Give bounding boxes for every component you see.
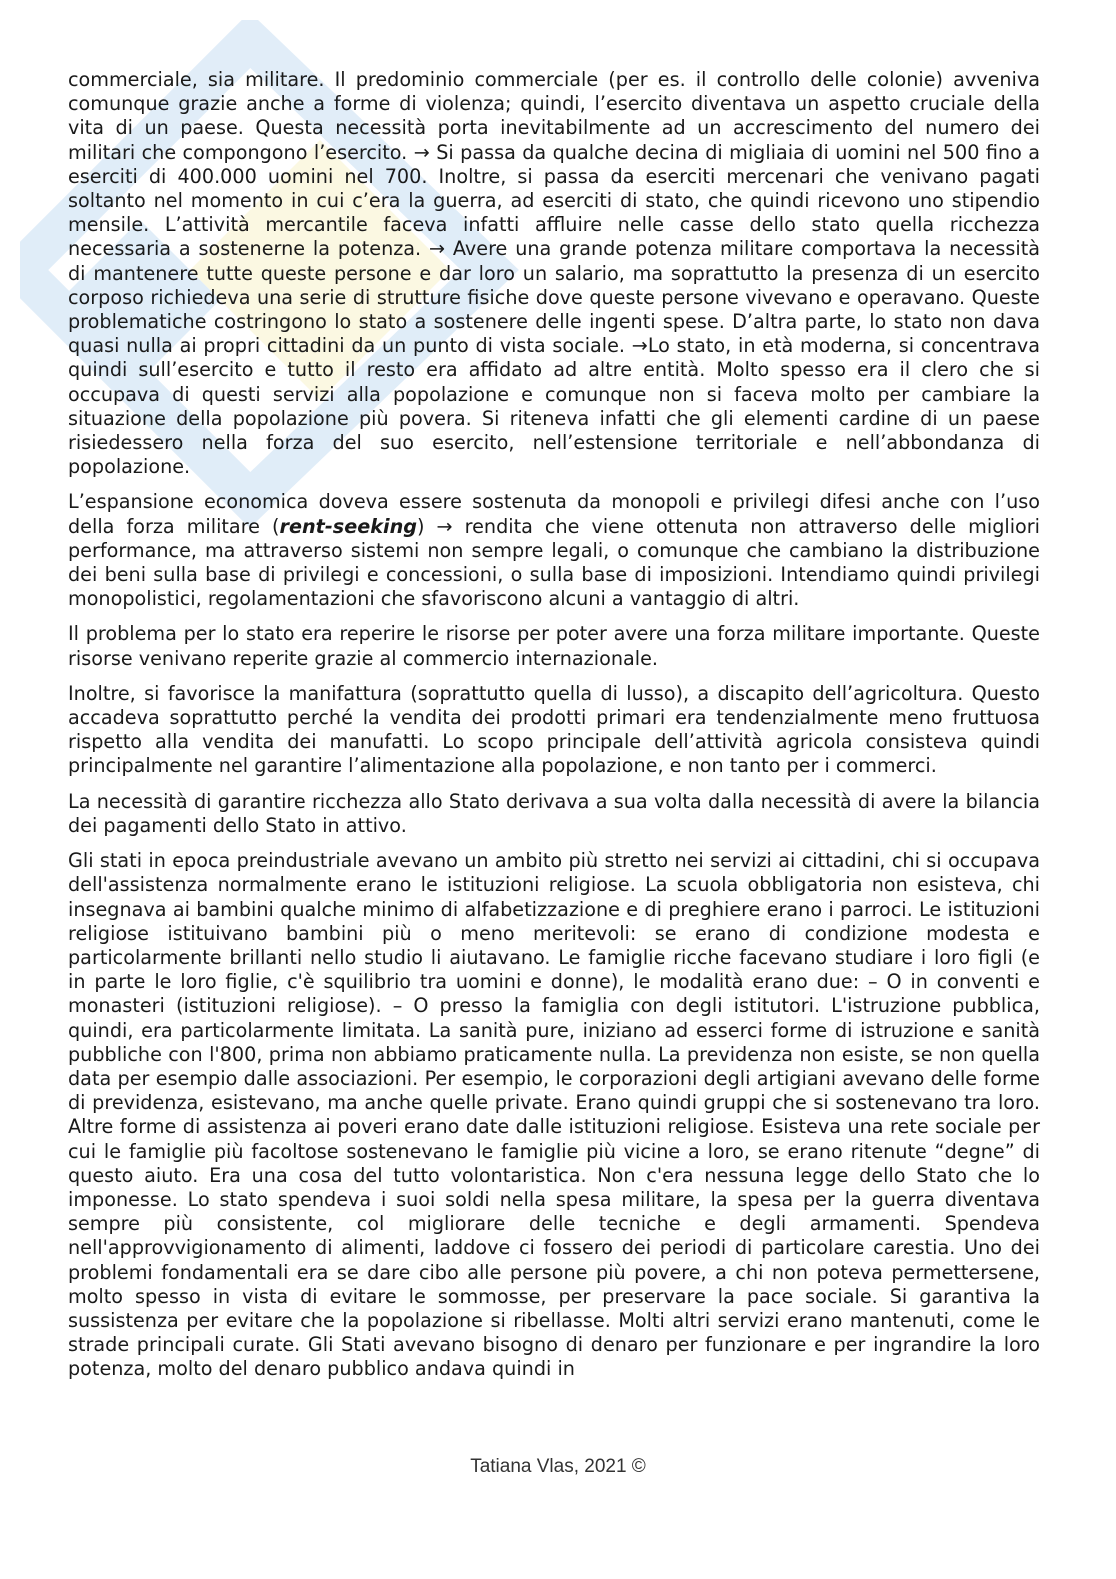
paragraph-text: commerciale, sia militare. Il predominio commerciale (per es. il controllo delle colonie) avveniva comunque grazie anche a forme di violenza; quindi, l’esercito diventava un aspetto cruciale della vita di un paese. Questa necessità porta inevitabilmente ad un accrescimento del numero dei militari che compongono l’esercito. → Si passa da qualche decina di migliaia di uomini nel 500 fino a eserciti di 400.000 uomini nel 700. Inoltre, si passa da eserciti mercenari che venivano pagati soltanto nel momento in cui c’era la guerra, ad eserciti di stato, che quindi ricevono uno stipendio mensile. L’attività mercantile faceva infatti affluire nelle casse dello stato quella ricchezza necessaria a sostenerne la potenza. → Avere una grande potenza militare comportava la necessità di mantenere tutte queste persone e dar loro un salario, ma soprattutto la presenza di un esercito corposo richiedeva una serie di strutture fisiche dove queste persone vivevano e operavano. Queste problematiche costringono lo stato a sostenere delle ingenti spese. D’altra parte, lo stato non dava quasi nulla ai propri cittadini da un punto di vista sociale. →Lo stato, in età moderna, si concentrava quindi sull’esercito e tutto il resto era affidato ad altre entità. Molto spesso era il clero che si occupava di questi servizi alla popolazione e comunque non si faceva molto per cambiare la situazione della popolazione più povera. Si riteneva infatti che gli elementi cardine di un paese risiedessero nella forza del suo esercito, nell’estensione territoriale e nell’abbondanza di popolazione. [68, 68, 1040, 479]
paragraph-text: Inoltre, si favorisce la manifattura (soprattutto quella di lusso), a discapito dell’agricoltura. Questo accadeva soprattutto perché la vendita dei prodotti primari era tendenzialmente meno fruttuosa rispetto alla vendita dei manufatti. Lo scopo principale dell’attività agricola consisteva quindi principalmente nel garantire l’alimentazione alla popolazione, e non tanto per i commerci. [68, 681, 1040, 778]
paragraph-text: Gli stati in epoca preindustriale avevano un ambito più stretto nei servizi ai cittadini, chi si occupava dell'assistenza normalmente erano le istituzioni religiose. La scuola obbligatoria non esisteva, chi insegnava ai bambini qualche minimo di alfabetizzazione e di preghiere erano i parroci. Le istituzioni religiose istituivano bambini più o meno meritevoli: se erano di condizione modesta e particolarmente brillanti nello studio li aiutavano. Le famiglie ricche facevano studiare i loro figli (e in parte le loro figlie, c'è squilibrio tra uomini e donne), le modalità erano due: – O in conventi e monasteri (istituzioni religiose). – O presso la famiglia con degli istitutori. L'istruzione pubblica, quindi, era particolarmente limitata. La sanità pure, iniziano ad esserci forme di istruzione e sanità pubbliche con l'800, prima non abbiamo praticamente nulla. La previdenza non esiste, se non quella data per esempio dalle associazioni. Per esempio, le corporazioni degli artigiani avevano delle forme di previdenza, esistevano, ma anche quelle private. Erano quindi gruppi che si sostenevano tra loro. Altre forme di assistenza ai poveri erano date dalle istituzioni religiose. Esisteva una rete sociale per cui le famiglie più facoltose sostenevano le famiglie più vicine a loro, se erano ritenute “degne” di questo aiuto. Era una cosa del tutto volontaristica. Non c'era nessuna legge dello Stato che lo imponesse. Lo stato spendeva i suoi soldi nella spesa militare, la spesa per la guerra diventava sempre più consistente, col migliorare delle tecniche e degli armamenti. Spendeva nell'approvvigionamento di alimenti, laddove ci fossero dei periodi di particolare carestia. Uno dei problemi fondamentali era se dare cibo alle persone più povere, a chi non poteva permettersene, molto spesso in vista di evitare le sommosse, per preservare la pace sociale. Si garantiva la sussistenza per evitare che la popolazione si ribellasse. Molti altri servizi erano mantenuti, come le strade principali curate. Gli Stati avevano bisogno di denaro per funzionare e per ingrandire la loro potenza, molto del denaro pubblico andava quindi in [68, 849, 1040, 1381]
paragraph-2 [68, 490, 1040, 611]
paragraph-1 [68, 68, 1040, 479]
document-body [68, 68, 1040, 1393]
page-footer: Tatiana Vlas, 2021 © [470, 1456, 646, 1477]
paragraph-3 [68, 622, 1040, 670]
term-rent-seeking: rent-seeking [279, 514, 417, 538]
paragraph-5 [68, 790, 1040, 838]
paragraph-text: L’espansione economica doveva essere sostenuta da monopoli e privilegi difesi anche con l’uso della forza militare ( [68, 490, 1040, 538]
paragraph-6 [68, 849, 1040, 1381]
paragraph-text: ) → rendita che viene ottenuta non attraverso delle migliori performance, ma attraverso sistemi non sempre legali, o comunque che cambiano la distribuzione dei beni sulla base di privilegi e concessioni, o sulla base di imposizioni. Intendiamo quindi privilegi monopolistici, regolamentazioni che sfavoriscono alcuni a vantaggio di altri. [68, 514, 1040, 611]
paragraph-4 [68, 682, 1040, 779]
paragraph-text: La necessità di garantire ricchezza allo Stato derivava a sua volta dalla necessità di avere la bilancia dei pagamenti dello Stato in attivo. [68, 789, 1040, 837]
paragraph-text: Il problema per lo stato era reperire le risorse per poter avere una forza militare importante. Queste risorse venivano reperite grazie al commercio internazionale. [68, 622, 1040, 670]
